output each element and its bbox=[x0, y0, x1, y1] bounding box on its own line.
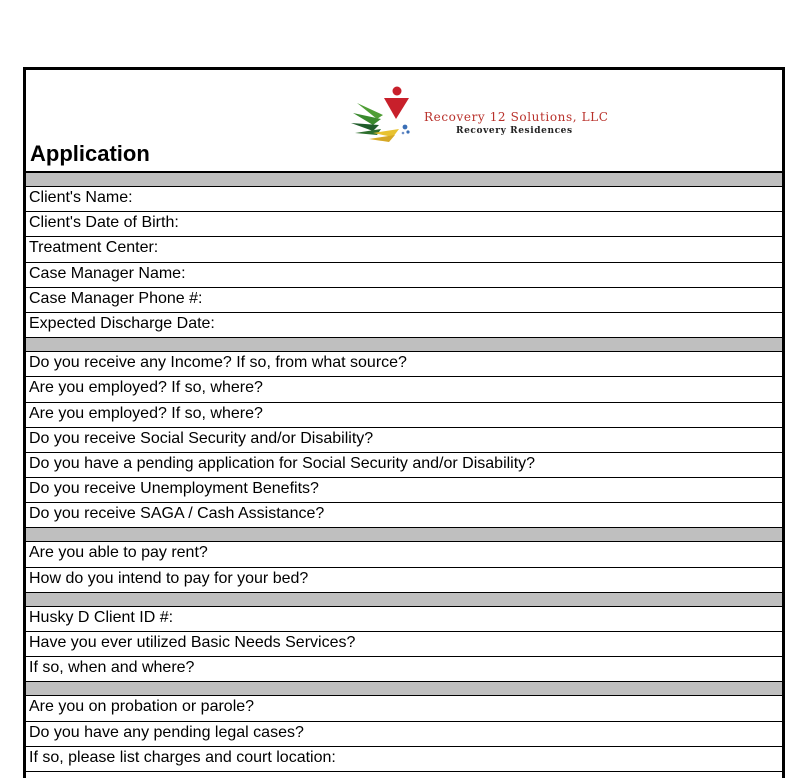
field-basic-needs-when-where[interactable]: If so, when and where? bbox=[26, 657, 782, 682]
section-separator bbox=[26, 682, 782, 696]
company-logo bbox=[351, 85, 651, 145]
field-able-to-pay-rent[interactable]: Are you able to pay rent? bbox=[26, 542, 782, 567]
field-pending-legal-cases[interactable]: Do you have any pending legal cases? bbox=[26, 722, 782, 747]
logo-tagline: Recovery Residences bbox=[456, 126, 573, 136]
field-charges-court-location[interactable]: If so, please list charges and court location: bbox=[26, 747, 782, 772]
form-header bbox=[26, 70, 782, 173]
field-case-manager-phone[interactable]: Case Manager Phone #: bbox=[26, 288, 782, 313]
field-client-name[interactable]: Client's Name: bbox=[26, 187, 782, 212]
section-separator bbox=[26, 528, 782, 542]
field-probation-parole[interactable]: Are you on probation or parole? bbox=[26, 696, 782, 721]
field-husky-d-client-id[interactable]: Husky D Client ID #: bbox=[26, 607, 782, 632]
field-pending-ss-application[interactable]: Do you have a pending application for Social Security and/or Disability? bbox=[26, 453, 782, 478]
page-title: Application bbox=[30, 141, 150, 166]
field-income-source[interactable]: Do you receive any Income? If so, from what source? bbox=[26, 352, 782, 377]
field-employed-repeat[interactable]: Are you employed? If so, where? bbox=[26, 403, 782, 428]
field-social-security[interactable]: Do you receive Social Security and/or Disability? bbox=[26, 428, 782, 453]
field-treatment-center[interactable]: Treatment Center: bbox=[26, 237, 782, 262]
section-separator bbox=[26, 173, 782, 187]
field-expected-discharge-date[interactable]: Expected Discharge Date: bbox=[26, 313, 782, 338]
section-separator bbox=[26, 338, 782, 352]
recovery-12-logo-icon bbox=[351, 85, 413, 143]
field-basic-needs-services[interactable]: Have you ever utilized Basic Needs Services? bbox=[26, 632, 782, 657]
field-saga-cash-assistance[interactable]: Do you receive SAGA / Cash Assistance? bbox=[26, 503, 782, 528]
logo-company-name: Recovery 12 Solutions, LLC bbox=[424, 110, 609, 124]
application-form bbox=[23, 67, 785, 778]
field-case-manager-name[interactable]: Case Manager Name: bbox=[26, 263, 782, 288]
field-unemployment-benefits[interactable]: Do you receive Unemployment Benefits? bbox=[26, 478, 782, 503]
section-separator bbox=[26, 593, 782, 607]
field-employed[interactable]: Are you employed? If so, where? bbox=[26, 377, 782, 402]
field-client-dob[interactable]: Client's Date of Birth: bbox=[26, 212, 782, 237]
field-pay-for-bed[interactable]: How do you intend to pay for your bed? bbox=[26, 568, 782, 593]
